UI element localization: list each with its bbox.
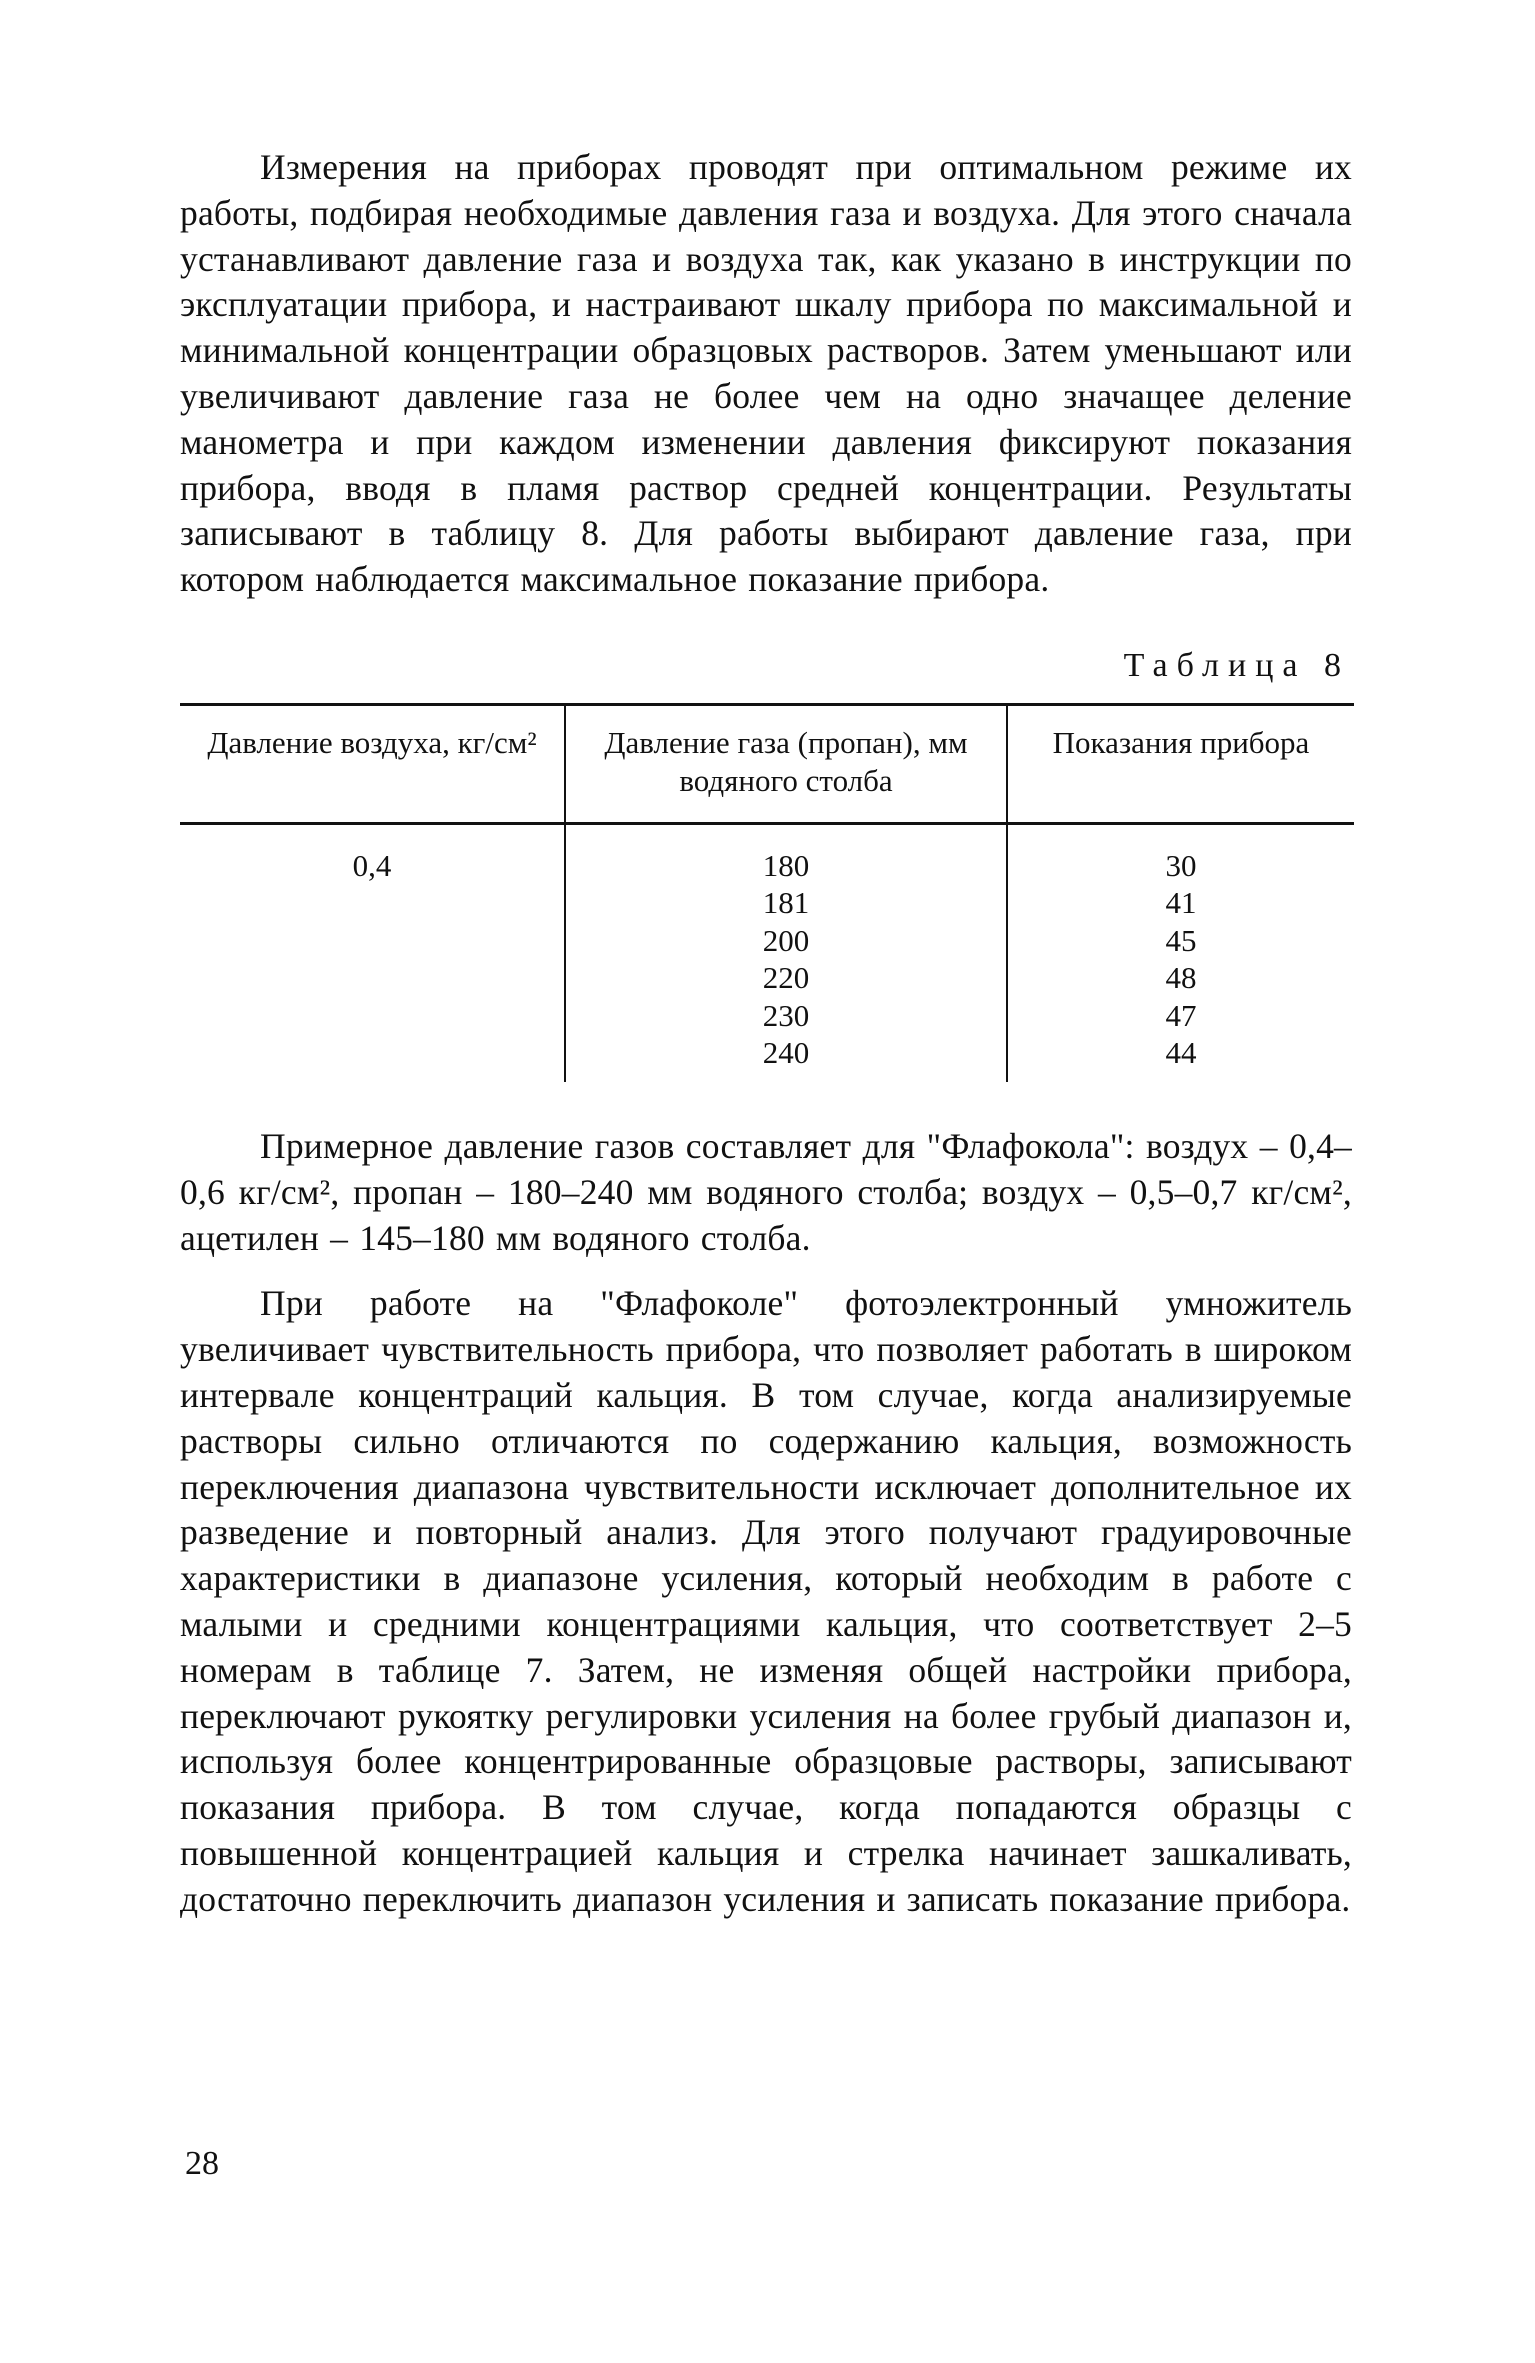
cell-gas-pressure: 230 — [565, 997, 1007, 1035]
table-row — [180, 959, 1354, 997]
cell-air-pressure — [180, 959, 565, 997]
cell-reading: 44 — [1007, 1034, 1354, 1082]
table-row — [180, 922, 1354, 960]
cell-air-pressure — [180, 922, 565, 960]
paragraph-measurements: Измерения на приборах проводят при оптимальном режиме их работы, подбирая необходимые давления газа и воздуха. Для этого сначала устанавливают давление газа и воздуха так, как указано в инструкции по эксплуатации прибора, и настраивают шкалу прибора по максимальной и минимальной концентрации образцовых растворов. Затем уменьшают или увеличивают давление газа не более чем на одно значащее деление манометра и при каждом изменении давления фиксируют показания прибора, вводя в пламя раствор средней концентрации. Результаты записывают в таблицу 8. Для работы выбирают давление газа, при котором наблюдается максимальное показание прибора. — [180, 147, 1352, 600]
table-header-row — [180, 704, 1354, 823]
cell-reading: 30 — [1007, 823, 1354, 884]
paragraph-gas-pressures: Примерное давление газов составляет для "Флафокола": воздух – 0,4–0,6 кг/см², пропан – 180–240 мм водяного столба; воздух – 0,5–0,7 кг/см², ацетилен – 145–180 мм водяного столба. — [180, 1125, 1352, 1258]
paragraph-flafokol-operation: При работе на "Флафоколе" фотоэлектронный умножитель увеличивает чувствительность прибора, что позволяет работать в широком интервале концентраций кальция. В том случае, когда анализируемые растворы сильно отличаются по содержанию кальция, возможность переключения диапазона чувствительности исключает дополнительное их разведение и повторный анализ. Для этого получают градуировочные характеристики в диапазоне усиления, который необходим в работе с малыми и средними концентрациями кальция, что соответствует 2–5 номерам в таблице 7. Затем, не изменяя общей настройки прибора, переключают рукоятку регулировки усиления на более грубый диапазон и, используя более концентрированные образцовые растворы, записывают показания прибора. В том случае, когда попадаются образцы с повышенной концентрацией кальция и стрелка начинает зашкаливать, достаточно переключить диапазон усиления и записать показание прибора. — [180, 1283, 1352, 1919]
cell-air-pressure — [180, 997, 565, 1035]
header-readings: Показания прибора — [1007, 704, 1354, 823]
cell-reading: 48 — [1007, 959, 1354, 997]
page-number: 28 — [185, 2145, 219, 2182]
table-caption: Таблица 8 — [1123, 646, 1350, 684]
spacer — [180, 1082, 1352, 1124]
table-row — [180, 997, 1354, 1035]
cell-gas-pressure: 220 — [565, 959, 1007, 997]
cell-gas-pressure: 240 — [565, 1034, 1007, 1082]
header-air-pressure: Давление воздуха, кг/см² — [180, 704, 565, 823]
table-row — [180, 1034, 1354, 1082]
table-row — [180, 884, 1354, 922]
cell-reading: 45 — [1007, 922, 1354, 960]
cell-air-pressure: 0,4 — [352, 847, 392, 883]
cell-air-pressure — [180, 884, 565, 922]
cell-air-pressure — [180, 1034, 565, 1082]
cell-gas-pressure: 200 — [565, 922, 1007, 960]
cell-reading: 47 — [1007, 997, 1354, 1035]
table-row — [180, 823, 1354, 884]
cell-gas-pressure: 181 — [565, 884, 1007, 922]
page-content — [180, 145, 1352, 1923]
cell-reading: 41 — [1007, 884, 1354, 922]
cell-gas-pressure: 180 — [565, 823, 1007, 884]
data-table — [180, 703, 1354, 1082]
header-gas-pressure: Давление газа (пропан), мм водяного столба — [565, 704, 1007, 823]
